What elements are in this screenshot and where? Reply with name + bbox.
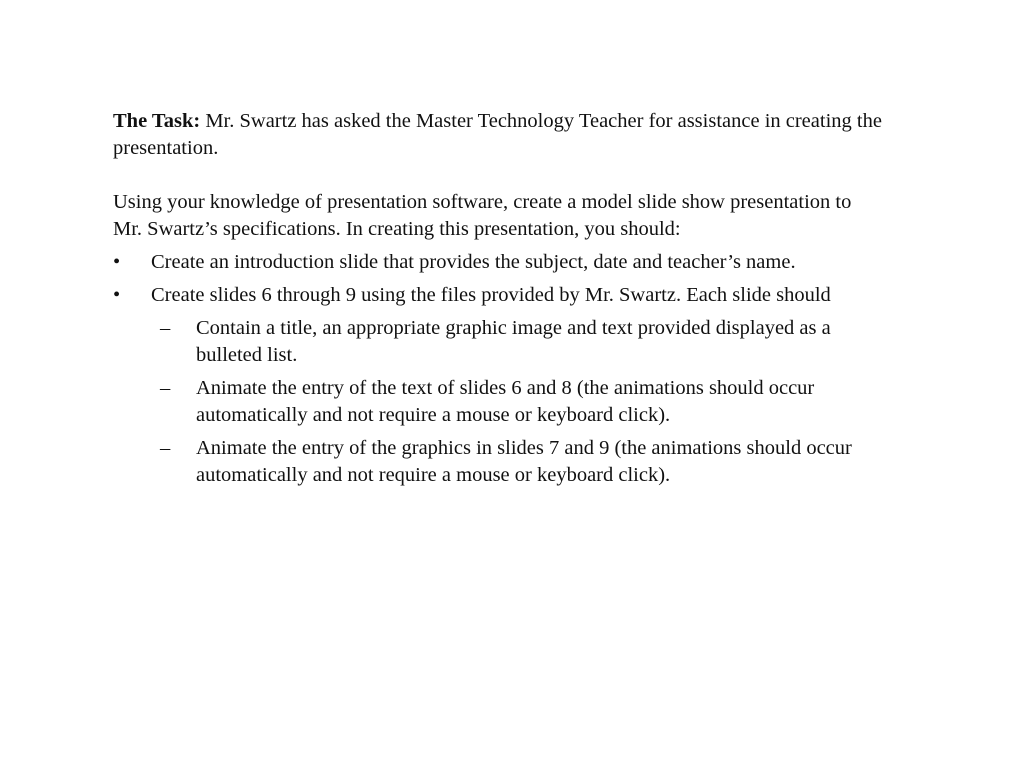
intro-paragraph: Using your knowledge of presentation software, create a model slide show presentation to Mr. Swartz’s specifications. In creating this presentation, you should: — [113, 191, 852, 240]
dash-marker: – — [160, 377, 171, 399]
sub-bullet-list — [151, 315, 883, 489]
dash-marker: – — [160, 317, 171, 339]
sub-bullet-text: Animate the entry of the graphics in slides 7 and 9 (the animations should occur automatically and not require a mouse or keyboard click). — [196, 437, 852, 486]
sub-bullet-item — [151, 435, 883, 489]
bullet-text: Create an introduction slide that provides the subject, date and teacher’s name. — [151, 251, 796, 273]
dash-marker: – — [160, 437, 171, 459]
task-text: Mr. Swartz has asked the Master Technology Teacher for assistance in creating the presentation. — [113, 110, 882, 159]
bullet-list — [113, 249, 883, 489]
sub-bullet-item — [151, 315, 883, 369]
sub-bullet-text: Animate the entry of the text of slides 6 and 8 (the animations should occur automatically and not require a mouse or keyboard click). — [196, 377, 815, 426]
sub-bullet-text: Contain a title, an appropriate graphic image and text provided displayed as a bulleted list. — [196, 317, 831, 366]
bullet-marker: • — [113, 284, 121, 306]
bullet-item — [113, 249, 883, 276]
slide-content — [113, 108, 883, 495]
sub-bullet-item — [151, 375, 883, 429]
task-paragraph — [113, 108, 883, 162]
bullet-text: Create slides 6 through 9 using the files provided by Mr. Swartz. Each slide should — [151, 284, 831, 306]
bullet-item — [113, 282, 883, 489]
bullet-marker: • — [113, 251, 121, 273]
task-label: The Task: — [113, 110, 201, 132]
